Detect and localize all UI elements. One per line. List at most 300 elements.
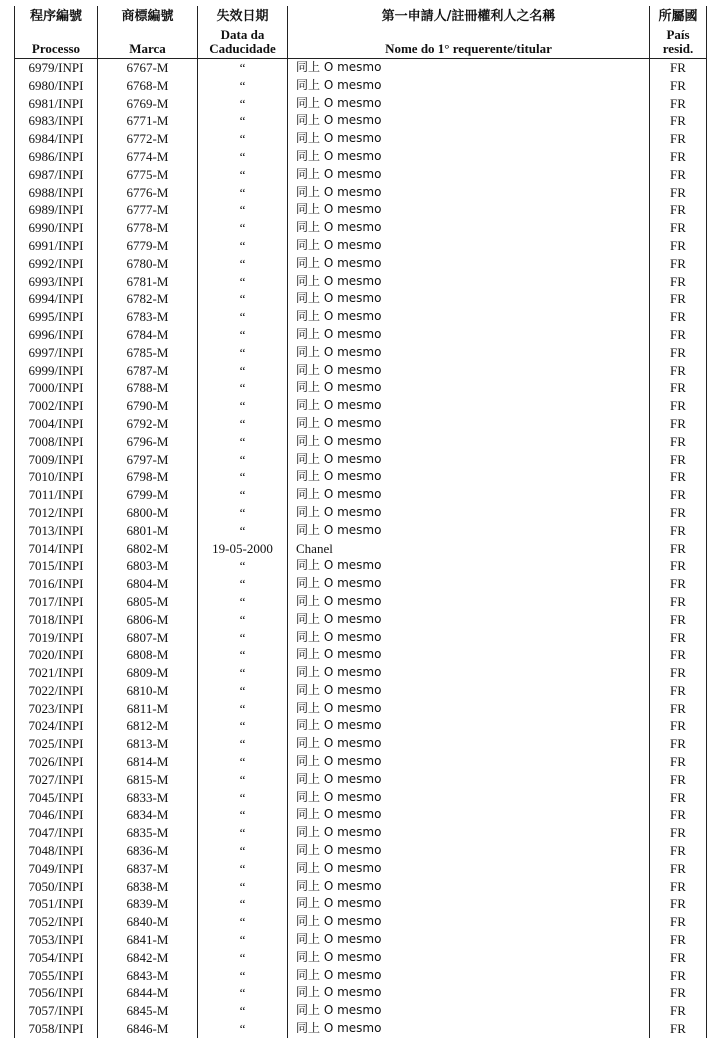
cell-data: “ — [198, 860, 288, 878]
cell-pais: FR — [650, 895, 707, 913]
cell-marca: 6783-M — [98, 308, 198, 326]
cell-processo: 7018/INPI — [15, 611, 98, 629]
cell-nome: 同上 O mesmo — [288, 842, 650, 860]
cell-data: “ — [198, 878, 288, 896]
cell-nome: 同上 O mesmo — [288, 878, 650, 896]
cell-pais: FR — [650, 860, 707, 878]
cell-pais: FR — [650, 397, 707, 415]
cell-pais: FR — [650, 949, 707, 967]
cell-nome: 同上 O mesmo — [288, 753, 650, 771]
cell-nome: 同上 O mesmo — [288, 522, 650, 540]
cell-nome: 同上 O mesmo — [288, 682, 650, 700]
cell-processo: 7050/INPI — [15, 878, 98, 896]
cell-nome: 同上 O mesmo — [288, 468, 650, 486]
table-row — [15, 219, 707, 237]
cell-pais: FR — [650, 522, 707, 540]
cell-data: “ — [198, 77, 288, 95]
cell-nome: 同上 O mesmo — [288, 771, 650, 789]
cell-pais: FR — [650, 842, 707, 860]
cell-pais: FR — [650, 468, 707, 486]
cell-marca: 6768-M — [98, 77, 198, 95]
table-row — [15, 326, 707, 344]
cell-data: “ — [198, 184, 288, 202]
cell-processo: 7000/INPI — [15, 379, 98, 397]
cell-pais: FR — [650, 1002, 707, 1020]
cell-marca: 6844-M — [98, 984, 198, 1002]
cell-marca: 6808-M — [98, 646, 198, 664]
cell-processo: 7020/INPI — [15, 646, 98, 664]
cell-data: “ — [198, 130, 288, 148]
cell-data: “ — [198, 504, 288, 522]
cell-pais: FR — [650, 184, 707, 202]
table-row — [15, 824, 707, 842]
cell-processo: 7019/INPI — [15, 629, 98, 647]
cell-pais: FR — [650, 486, 707, 504]
cell-processo: 6987/INPI — [15, 166, 98, 184]
cell-nome: 同上 O mesmo — [288, 112, 650, 130]
cell-nome: 同上 O mesmo — [288, 95, 650, 113]
table-row — [15, 433, 707, 451]
cell-processo: 7013/INPI — [15, 522, 98, 540]
table-row — [15, 148, 707, 166]
cell-data: “ — [198, 717, 288, 735]
cell-processo: 7010/INPI — [15, 468, 98, 486]
table-row — [15, 59, 707, 77]
cell-nome: 同上 O mesmo — [288, 1002, 650, 1020]
cell-pais: FR — [650, 735, 707, 753]
cell-nome: 同上 O mesmo — [288, 326, 650, 344]
cell-pais: FR — [650, 646, 707, 664]
cell-data: “ — [198, 290, 288, 308]
header-processo-zh: 程序編號 — [29, 9, 82, 24]
cell-pais: FR — [650, 984, 707, 1002]
table-row — [15, 166, 707, 184]
cell-data: “ — [198, 967, 288, 985]
cell-nome: 同上 O mesmo — [288, 184, 650, 202]
cell-processo: 7023/INPI — [15, 700, 98, 718]
cell-marca: 6792-M — [98, 415, 198, 433]
cell-data: “ — [198, 273, 288, 291]
table-row — [15, 362, 707, 380]
cell-marca: 6839-M — [98, 895, 198, 913]
table-row — [15, 949, 707, 967]
cell-nome: 同上 O mesmo — [288, 967, 650, 985]
cell-processo: 7047/INPI — [15, 824, 98, 842]
table-header — [15, 6, 707, 59]
cell-marca: 6800-M — [98, 504, 198, 522]
cell-marca: 6777-M — [98, 201, 198, 219]
table-row — [15, 806, 707, 824]
table-row — [15, 931, 707, 949]
table-row — [15, 112, 707, 130]
header-data-zh: 失效日期 — [216, 9, 269, 24]
cell-marca: 6787-M — [98, 362, 198, 380]
cell-pais: FR — [650, 237, 707, 255]
cell-data: “ — [198, 789, 288, 807]
cell-pais: FR — [650, 629, 707, 647]
cell-processo: 6984/INPI — [15, 130, 98, 148]
cell-processo: 7046/INPI — [15, 806, 98, 824]
table-row — [15, 611, 707, 629]
table-row — [15, 842, 707, 860]
cell-processo: 7057/INPI — [15, 1002, 98, 1020]
cell-pais: FR — [650, 700, 707, 718]
cell-processo: 7025/INPI — [15, 735, 98, 753]
cell-processo: 6995/INPI — [15, 308, 98, 326]
cell-marca: 6837-M — [98, 860, 198, 878]
cell-data: “ — [198, 379, 288, 397]
cell-data: “ — [198, 255, 288, 273]
cell-marca: 6836-M — [98, 842, 198, 860]
table-row — [15, 201, 707, 219]
cell-marca: 6846-M — [98, 1020, 198, 1038]
cell-data: “ — [198, 326, 288, 344]
cell-pais: FR — [650, 806, 707, 824]
cell-processo: 7011/INPI — [15, 486, 98, 504]
cell-nome: 同上 O mesmo — [288, 219, 650, 237]
cell-nome: 同上 O mesmo — [288, 664, 650, 682]
table-row — [15, 486, 707, 504]
cell-nome: 同上 O mesmo — [288, 451, 650, 469]
table-row — [15, 504, 707, 522]
header-nome-pt: Nome do 1° requerente/titular — [385, 41, 552, 56]
cell-marca: 6776-M — [98, 184, 198, 202]
header-processo-pt: Processo — [31, 41, 81, 56]
table-row — [15, 415, 707, 433]
table-row — [15, 397, 707, 415]
cell-nome: 同上 O mesmo — [288, 611, 650, 629]
cell-processo: 7026/INPI — [15, 753, 98, 771]
cell-pais: FR — [650, 95, 707, 113]
cell-data: “ — [198, 664, 288, 682]
table-row — [15, 308, 707, 326]
cell-nome: 同上 O mesmo — [288, 913, 650, 931]
cell-marca: 6802-M — [98, 540, 198, 558]
cell-processo: 7049/INPI — [15, 860, 98, 878]
cell-data: “ — [198, 842, 288, 860]
table-row — [15, 860, 707, 878]
cell-nome: 同上 O mesmo — [288, 379, 650, 397]
cell-marca: 6845-M — [98, 1002, 198, 1020]
cell-pais: FR — [650, 611, 707, 629]
cell-data: “ — [198, 735, 288, 753]
cell-data: “ — [198, 112, 288, 130]
table-row — [15, 682, 707, 700]
cell-processo: 7055/INPI — [15, 967, 98, 985]
cell-pais: FR — [650, 290, 707, 308]
cell-marca: 6834-M — [98, 806, 198, 824]
cell-nome: 同上 O mesmo — [288, 806, 650, 824]
cell-data: “ — [198, 557, 288, 575]
cell-pais: FR — [650, 753, 707, 771]
cell-pais: FR — [650, 664, 707, 682]
cell-processo: 6983/INPI — [15, 112, 98, 130]
cell-processo: 7048/INPI — [15, 842, 98, 860]
cell-nome: 同上 O mesmo — [288, 77, 650, 95]
cell-nome: 同上 O mesmo — [288, 824, 650, 842]
cell-marca: 6780-M — [98, 255, 198, 273]
table-row — [15, 789, 707, 807]
cell-pais: FR — [650, 273, 707, 291]
cell-data: “ — [198, 913, 288, 931]
header-pais-pt: País resid. — [662, 27, 694, 56]
cell-nome: 同上 O mesmo — [288, 949, 650, 967]
cell-nome: Chanel — [288, 540, 650, 558]
header-marca-zh: 商標編號 — [121, 9, 174, 24]
cell-processo: 6990/INPI — [15, 219, 98, 237]
cell-data: “ — [198, 219, 288, 237]
cell-processo: 7008/INPI — [15, 433, 98, 451]
cell-processo: 6986/INPI — [15, 148, 98, 166]
cell-processo: 7052/INPI — [15, 913, 98, 931]
cell-pais: FR — [650, 451, 707, 469]
cell-marca: 6838-M — [98, 878, 198, 896]
cell-processo: 6993/INPI — [15, 273, 98, 291]
cell-data: “ — [198, 95, 288, 113]
cell-data: 19-05-2000 — [198, 540, 288, 558]
cell-nome: 同上 O mesmo — [288, 789, 650, 807]
table-row — [15, 967, 707, 985]
cell-marca: 6784-M — [98, 326, 198, 344]
cell-marca: 6771-M — [98, 112, 198, 130]
cell-marca: 6781-M — [98, 273, 198, 291]
cell-pais: FR — [650, 824, 707, 842]
cell-processo: 7056/INPI — [15, 984, 98, 1002]
cell-processo: 6991/INPI — [15, 237, 98, 255]
cell-marca: 6799-M — [98, 486, 198, 504]
cell-marca: 6806-M — [98, 611, 198, 629]
cell-nome: 同上 O mesmo — [288, 860, 650, 878]
cell-processo: 7014/INPI — [15, 540, 98, 558]
header-data — [198, 6, 288, 59]
header-nome — [288, 6, 650, 59]
cell-nome: 同上 O mesmo — [288, 237, 650, 255]
cell-processo: 7004/INPI — [15, 415, 98, 433]
cell-processo: 7002/INPI — [15, 397, 98, 415]
cell-marca: 6811-M — [98, 700, 198, 718]
table-row — [15, 593, 707, 611]
cell-pais: FR — [650, 112, 707, 130]
cell-nome: 同上 O mesmo — [288, 344, 650, 362]
cell-processo: 7009/INPI — [15, 451, 98, 469]
cell-data: “ — [198, 575, 288, 593]
cell-marca: 6812-M — [98, 717, 198, 735]
cell-data: “ — [198, 949, 288, 967]
cell-marca: 6797-M — [98, 451, 198, 469]
cell-processo: 7016/INPI — [15, 575, 98, 593]
cell-marca: 6842-M — [98, 949, 198, 967]
table-row — [15, 575, 707, 593]
cell-pais: FR — [650, 1020, 707, 1038]
table-row — [15, 95, 707, 113]
cell-marca: 6778-M — [98, 219, 198, 237]
cell-nome: 同上 O mesmo — [288, 130, 650, 148]
table-row — [15, 1020, 707, 1038]
cell-marca: 6772-M — [98, 130, 198, 148]
cell-pais: FR — [650, 148, 707, 166]
table-row — [15, 557, 707, 575]
cell-data: “ — [198, 362, 288, 380]
table-row — [15, 540, 707, 558]
cell-marca: 6813-M — [98, 735, 198, 753]
cell-nome: 同上 O mesmo — [288, 201, 650, 219]
cell-nome: 同上 O mesmo — [288, 433, 650, 451]
cell-processo: 6980/INPI — [15, 77, 98, 95]
table-row — [15, 717, 707, 735]
table-row — [15, 753, 707, 771]
table-row — [15, 273, 707, 291]
cell-nome: 同上 O mesmo — [288, 415, 650, 433]
cell-data: “ — [198, 166, 288, 184]
header-pais — [650, 6, 707, 59]
cell-data: “ — [198, 201, 288, 219]
cell-data: “ — [198, 237, 288, 255]
table-row — [15, 646, 707, 664]
cell-pais: FR — [650, 913, 707, 931]
cell-pais: FR — [650, 967, 707, 985]
table-row — [15, 629, 707, 647]
cell-processo: 6988/INPI — [15, 184, 98, 202]
cell-marca: 6807-M — [98, 629, 198, 647]
cell-pais: FR — [650, 308, 707, 326]
cell-processo: 6997/INPI — [15, 344, 98, 362]
table-row — [15, 290, 707, 308]
cell-marca: 6835-M — [98, 824, 198, 842]
cell-pais: FR — [650, 219, 707, 237]
cell-marca: 6796-M — [98, 433, 198, 451]
cell-processo: 7012/INPI — [15, 504, 98, 522]
cell-pais: FR — [650, 931, 707, 949]
table-row — [15, 184, 707, 202]
cell-pais: FR — [650, 130, 707, 148]
cell-nome: 同上 O mesmo — [288, 59, 650, 77]
cell-marca: 6774-M — [98, 148, 198, 166]
cell-marca: 6767-M — [98, 59, 198, 77]
cell-marca: 6805-M — [98, 593, 198, 611]
cell-data: “ — [198, 682, 288, 700]
cell-processo: 6996/INPI — [15, 326, 98, 344]
table-row — [15, 237, 707, 255]
cell-processo: 7058/INPI — [15, 1020, 98, 1038]
cell-data: “ — [198, 1002, 288, 1020]
cell-data: “ — [198, 931, 288, 949]
cell-pais: FR — [650, 717, 707, 735]
table-row — [15, 468, 707, 486]
cell-marca: 6843-M — [98, 967, 198, 985]
cell-pais: FR — [650, 557, 707, 575]
cell-pais: FR — [650, 682, 707, 700]
cell-data: “ — [198, 486, 288, 504]
cell-nome: 同上 O mesmo — [288, 148, 650, 166]
cell-data: “ — [198, 806, 288, 824]
cell-nome: 同上 O mesmo — [288, 486, 650, 504]
table-row — [15, 700, 707, 718]
cell-nome: 同上 O mesmo — [288, 166, 650, 184]
cell-pais: FR — [650, 59, 707, 77]
cell-pais: FR — [650, 771, 707, 789]
cell-data: “ — [198, 451, 288, 469]
table-row — [15, 522, 707, 540]
cell-pais: FR — [650, 77, 707, 95]
table-row — [15, 130, 707, 148]
cell-data: “ — [198, 415, 288, 433]
table-row — [15, 344, 707, 362]
cell-pais: FR — [650, 575, 707, 593]
cell-data: “ — [198, 468, 288, 486]
cell-pais: FR — [650, 593, 707, 611]
cell-processo: 6994/INPI — [15, 290, 98, 308]
table-body — [15, 59, 707, 1038]
cell-marca: 6840-M — [98, 913, 198, 931]
trademark-table — [14, 6, 707, 1038]
cell-processo: 6999/INPI — [15, 362, 98, 380]
cell-processo: 7027/INPI — [15, 771, 98, 789]
header-data-pt: Data da Caducidade — [209, 27, 276, 56]
cell-nome: 同上 O mesmo — [288, 575, 650, 593]
cell-pais: FR — [650, 433, 707, 451]
cell-data: “ — [198, 1020, 288, 1038]
header-processo — [15, 6, 98, 59]
cell-nome: 同上 O mesmo — [288, 273, 650, 291]
cell-data: “ — [198, 646, 288, 664]
header-nome-zh: 第一申請人/註冊權利人之名稱 — [381, 9, 556, 24]
table-row — [15, 984, 707, 1002]
cell-data: “ — [198, 593, 288, 611]
cell-processo: 7022/INPI — [15, 682, 98, 700]
cell-data: “ — [198, 611, 288, 629]
cell-nome: 同上 O mesmo — [288, 629, 650, 647]
cell-data: “ — [198, 629, 288, 647]
cell-nome: 同上 O mesmo — [288, 593, 650, 611]
cell-data: “ — [198, 700, 288, 718]
cell-pais: FR — [650, 504, 707, 522]
cell-processo: 6989/INPI — [15, 201, 98, 219]
cell-marca: 6833-M — [98, 789, 198, 807]
cell-pais: FR — [650, 255, 707, 273]
cell-marca: 6803-M — [98, 557, 198, 575]
cell-marca: 6798-M — [98, 468, 198, 486]
cell-processo: 6992/INPI — [15, 255, 98, 273]
cell-data: “ — [198, 148, 288, 166]
cell-pais: FR — [650, 789, 707, 807]
cell-marca: 6809-M — [98, 664, 198, 682]
table-row — [15, 895, 707, 913]
cell-pais: FR — [650, 540, 707, 558]
cell-nome: 同上 O mesmo — [288, 735, 650, 753]
cell-processo: 6979/INPI — [15, 59, 98, 77]
cell-marca: 6782-M — [98, 290, 198, 308]
table-row — [15, 1002, 707, 1020]
table-row — [15, 878, 707, 896]
cell-data: “ — [198, 433, 288, 451]
cell-marca: 6769-M — [98, 95, 198, 113]
header-marca-pt: Marca — [129, 41, 166, 56]
cell-nome: 同上 O mesmo — [288, 700, 650, 718]
cell-nome: 同上 O mesmo — [288, 255, 650, 273]
cell-pais: FR — [650, 878, 707, 896]
cell-marca: 6779-M — [98, 237, 198, 255]
cell-processo: 7017/INPI — [15, 593, 98, 611]
cell-processo: 7053/INPI — [15, 931, 98, 949]
cell-marca: 6785-M — [98, 344, 198, 362]
cell-data: “ — [198, 344, 288, 362]
table-row — [15, 735, 707, 753]
cell-pais: FR — [650, 415, 707, 433]
cell-processo: 7051/INPI — [15, 895, 98, 913]
cell-data: “ — [198, 753, 288, 771]
cell-processo: 7054/INPI — [15, 949, 98, 967]
table-row — [15, 913, 707, 931]
